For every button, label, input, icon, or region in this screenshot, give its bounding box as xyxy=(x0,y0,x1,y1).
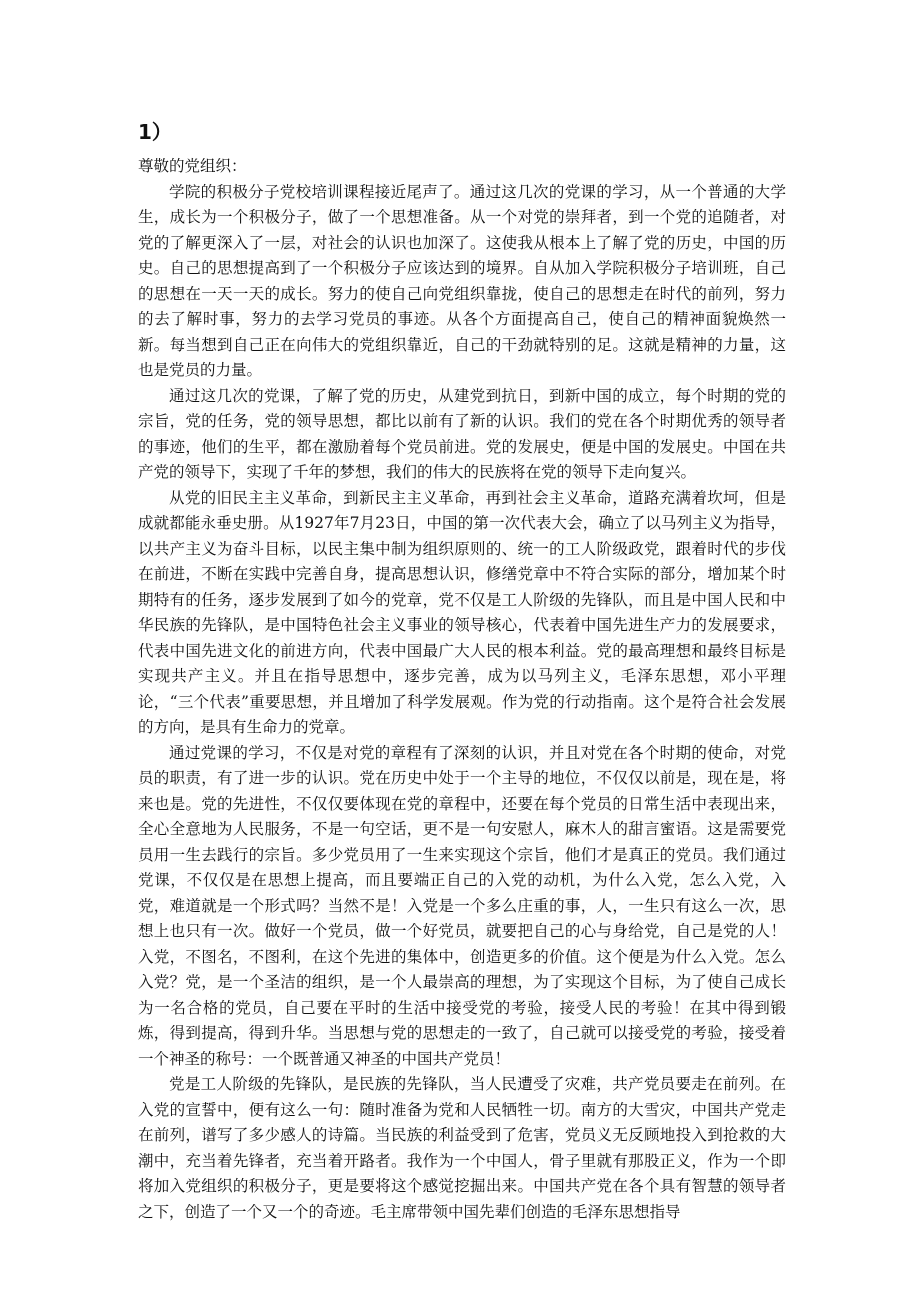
paragraph-3: 从党的旧民主主义革命，到新民主主义革命，再到社会主义革命，道路充满着坎坷，但是成就都能永垂史册。从1927年7月23日，中国的第一次代表大会，确立了以马列主义为指导，以共产主义为奋斗目标，以民主集中制为组织原则的、统一的工人阶级政党，跟着时代的步伐在前进，不断在实践中完善自身，提高思想认识，修缮党章中不符合实际的部分，增加某个时期特有的任务，逐步发展到了如今的党章，党不仅是工人阶级的先锋队，而且是中国人民和中华民族的先锋队，是中国特色社会主义事业的领导核心，代表着中国先进生产力的发展要求，代表中国先进文化的前进方向，代表中国最广大人民的根本利益。党的最高理想和最终目标是实现共产主义。并且在指导思想中，逐步完善，成为以马列主义，毛泽东思想，邓小平理论，“三个代表”重要思想，并且增加了科学发展观。作为党的行动指南。这个是符合社会发展的方向，是具有生命力的党章。 xyxy=(138,488,786,736)
section-number-heading: 1） xyxy=(138,120,172,144)
paragraph-2: 通过这几次的党课，了解了党的历史，从建党到抗日，到新中国的成立，每个时期的党的宗旨，党的任务，党的领导思想，都比以前有了新的认识。我们的党在各个时期优秀的领导者的事迹，他们的生平，都在激励着每个党员前进。党的发展史，便是中国的发展史。中国在共产党的领导下，实现了千年的梦想，我们的伟大的民族将在党的领导下走向复兴。 xyxy=(138,386,786,481)
paragraph-4: 通过党课的学习，不仅是对党的章程有了深刻的认识，并且对党在各个时期的使命，对党员的职责，有了进一步的认识。党在历史中处于一个主导的地位，不仅仅以前是，现在是，将来也是。党的先进性，不仅仅要体现在党的章程中，还要在每个党员的日常生活中表现出来，全心全意地为人民服务，不是一句空话，更不是一句安慰人，麻木人的甜言蜜语。这是需要党员用一生去践行的宗旨。多少党员用了一生来实现这个宗旨，他们才是真正的党员。我们通过党课，不仅仅是在思想上提高，而且要端正自己的入党的动机，为什么入党，怎么入党，入党，难道就是一个形式吗？当然不是！入党是一个多么庄重的事，人，一生只有这么一次，思想上也只有一次。做好一个党员，做一个好党员，就要把自己的心与身给党，自己是党的人！入党，不图名，不图利，在这个先进的集体中，创造更多的价值。这个便是为什么入党。怎么入党？党，是一个圣洁的组织，是一个人最崇高的理想，为了实现这个目标，为了使自己成长为一名合格的党员，自己要在平时的生活中接受党的考验，接受人民的考验！在其中得到锻炼，得到提高，得到升华。当思想与党的思想走的一致了，自己就可以接受党的考验，接受着一个神圣的称号：一个既普通又神圣的中国共产党员！ xyxy=(138,743,786,1068)
document-page xyxy=(138,118,786,1225)
paragraph-1: 学院的积极分子党校培训课程接近尾声了。通过这几次的党课的学习，从一个普通的大学生，成长为一个积极分子，做了一个思想准备。从一个对党的崇拜者，到一个党的追随者，对党的了解更深入了一层，对社会的认识也加深了。这使我从根本上了解了党的历史，中国的历史。自己的思想提高到了一个积极分子应该达到的境界。自从加入学院积极分子培训班，自己的思想在一天一天的成长。努力的使自己向党组织靠拢，使自己的思想走在时代的前列，努力的去了解时事，努力的去学习党员的事迹。从各个方面提高自己，使自己的精神面貌焕然一新。每当想到自己正在向伟大的党组织靠近，自己的干劲就特别的足。这就是精神的力量，这也是党员的力量。 xyxy=(138,182,786,379)
paragraph-5: 党是工人阶级的先锋队，是民族的先锋队，当人民遭受了灾难，共产党员要走在前列。在入党的宣誓中，便有这么一句：随时准备为党和人民牺牲一切。南方的大雪灾，中国共产党走在前列，谱写了多少感人的诗篇。当民族的利益受到了危害，党员义无反顾地投入到抢救的大潮中，充当着先锋者，充当着开路者。我作为一个中国人，骨子里就有那股正义，作为一个即将加入党组织的积极分子，更是要将这个感觉挖掘出来。中国共产党在各个具有智慧的领导者之下，创造了一个又一个的奇迹。毛主席带领中国先辈们创造的毛泽东思想指导 xyxy=(138,1075,786,1221)
salutation: 尊敬的党组织： xyxy=(138,157,247,175)
